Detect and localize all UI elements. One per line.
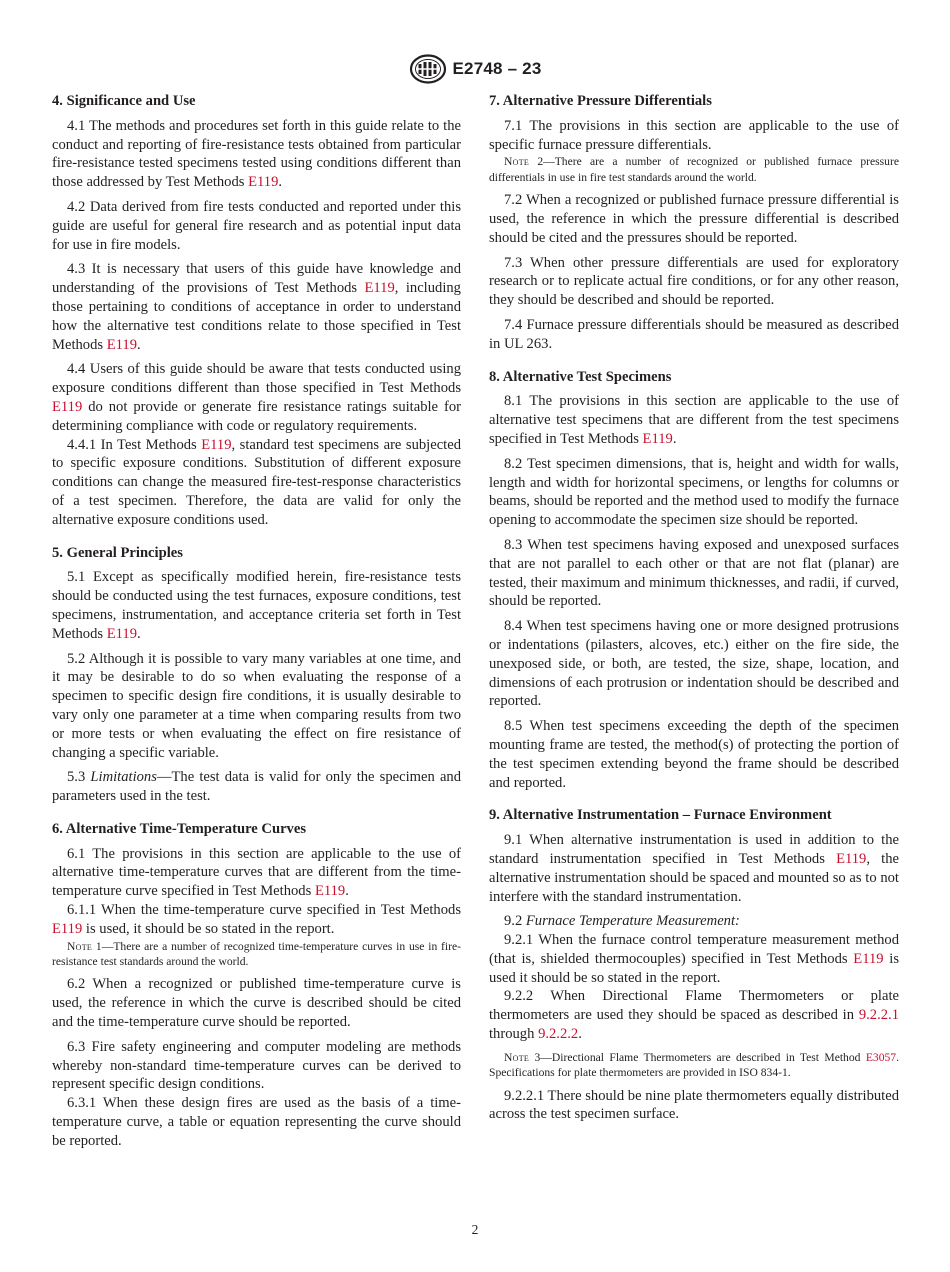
ref-link-9-2-2-2[interactable]: 9.2.2.2 (538, 1026, 579, 1043)
ref-link-e119[interactable]: E119 (642, 430, 673, 447)
paragraph-9-2-2-1: 9.2.2.1 There should be nine plate thermometers equally distributed across the test specimen surface. (489, 1087, 899, 1123)
paragraph-7-1: 7.1 The provisions in this section are applicable to the use of specific furnace pressure differentials. (489, 117, 899, 153)
ref-link-e119[interactable]: E119 (364, 280, 395, 297)
ref-link-e119[interactable]: E119 (106, 625, 137, 642)
paragraph-6-3: 6.3 Fire safety engineering and computer modeling are methods whereby non-standard time-temperature curves can be derived to represent specific design conditions. (52, 1038, 461, 1093)
paragraph-8-3: 8.3 When test specimens having exposed and unexposed surfaces that are not parallel to each other or that are not flat (planar) are tested, their maximum and minimum thicknesses, and radii, if curved, should be reported. (489, 536, 899, 610)
paragraph-4-3: 4.3 It is necessary that users of this guide have knowledge and understanding of the provisions of Test Methods E119, including those pertaining to conditions of acceptance in order to understand how the alternative test conditions relate to those specified in Test Methods E119. (52, 261, 461, 353)
paragraph-5-1: 5.1 Except as specifically modified herein, fire-resistance tests should be conducted using the test furnaces, exposure conditions, test specimens, instrumentation, and acceptance criteria set forth in Test Methods E119. (52, 569, 461, 642)
paragraph-8-4: 8.4 When test specimens having one or more designed protrusions or indentations (pilasters, alcoves, etc.) either on the fire side, the unexposed side, or both, are tested, the size, shape, location, and dimensions of each protrusion or indentation should be described and reported. (489, 618, 899, 710)
paragraph-5-2: 5.2 Although it is possible to vary many variables at one time, and it may be desirable to do so when evaluating the response of a specimen to specific design fire conditions, it is usually desirable to vary only one parameter at a time when comparing results from two or more tests or when evaluating the effect on fire resistance of changing a specific variable. (52, 650, 461, 761)
section-heading-5: 5. General Principles (52, 544, 183, 561)
paragraph-4-1: 4.1 The methods and procedures set forth in this guide relate to the conduct and reporting of fire-resistance tests obtained from particular fire-resistance tested specimens tested using conditions different than those addressed by Test Methods E119. (52, 117, 461, 191)
astm-logo-icon (409, 54, 447, 84)
ref-link-e119[interactable]: E119 (836, 850, 867, 867)
paragraph-6-2: 6.2 When a recognized or published time-temperature curve is used, the reference in which the curve is described should be cited and the time-temperature curve should be reported. (52, 976, 461, 1031)
section-heading-4: 4. Significance and Use (52, 93, 196, 109)
paragraph-6-3-1: 6.3.1 When these design fires are used as the basis of a time-temperature curve, a table or equation representing the curve should be reported. (52, 1095, 461, 1149)
paragraph-7-4: 7.4 Furnace pressure differentials should be measured as described in UL 263. (489, 316, 899, 352)
paragraph-8-2: 8.2 Test specimen dimensions, that is, height and width for walls, length and width for horizontal specimens, or lengths for columns or beams, should be reported and the method used to modify the furnace opening to accommodate the specimen size should be reported. (489, 455, 899, 529)
paragraph-6-1-1: 6.1.1 When the time-temperature curve specified in Test Methods E119 is used, it should be so stated in the report. (52, 902, 461, 937)
paragraph-4-4-1: 4.4.1 In Test Methods E119, standard test specimens are subjected to specific exposure conditions. Substitution of different exposure conditions can change the measured fire-test-response characteristics of a test specimen. Therefore, the data are valid for only the alternative exposure conditions used. (52, 436, 462, 528)
note-3: Note 3—Directional Flame Thermometers are described in Test Method E3057. Specifications for plate thermometers are provided in ISO 834-1. (489, 1050, 899, 1080)
section-heading-6: 6. Alternative Time-Temperature Curves (52, 820, 306, 837)
ref-link-e119[interactable]: E119 (853, 950, 884, 967)
paragraph-6-1: 6.1 The provisions in this section are applicable to the use of alternative time-temperature curves that are different from the time-temperature curve specified in Test Methods E119. (52, 845, 461, 900)
paragraph-9-1: 9.1 When alternative instrumentation is used in addition to the standard instrumentation specified in Test Methods E119, the alternative instrumentation should be spaced and mounted so as to not interfere with the standard instrumentation. (489, 832, 899, 905)
note-2: Note 2—There are a number of recognized or published furnace pressure differentials in use in fire test standards around the world. (489, 155, 899, 184)
ref-link-9-2-2-1[interactable]: 9.2.2.1 (858, 1007, 899, 1024)
paragraph-8-5: 8.5 When test specimens exceeding the depth of the specimen mounting frame are tested, the method(s) of protecting the portion of the test specimen extending beyond the frame should be described and reported. (489, 718, 899, 791)
paragraph-4-4: 4.4 Users of this guide should be aware that tests conducted using exposure conditions different than those specified in Test Methods E119 do not provide or generate fire resistance ratings suitable for determining compliance with code or regulatory requirements. (52, 361, 461, 434)
paragraph-7-2: 7.2 When a recognized or published furnace pressure differential is used, the reference in which the pressure differential is described should be cited and the pressures should be reported. (489, 192, 899, 246)
page-number: 2 (471, 1222, 479, 1237)
paragraph-5-3: 5.3 Limitations—The test data is valid for only the specimen and parameters used in the test. (52, 769, 462, 805)
ref-link-e119[interactable]: E119 (248, 174, 279, 191)
paragraph-9-2-2: 9.2.2 When Directional Flame Thermometers or plate thermometers are used they should be spaced as described in 9.2.2.1 through 9.2.2.2. (489, 988, 899, 1043)
note-1: Note 1—There are a number of recognized time-temperature curves in use in fire-resistance test standards around the world. (52, 939, 461, 969)
paragraph-9-2-1: 9.2.1 When the furnace control temperature measurement method (that is, shielded thermocouples) specified in Test Methods E119 is used it should be so stated in the report. (489, 932, 900, 986)
ref-link-e119[interactable]: E119 (314, 883, 346, 900)
standard-designation: E2748 – 23 (452, 59, 542, 78)
section-heading-8: 8. Alternative Test Specimens (489, 368, 672, 385)
paragraph-8-1: 8.1 The provisions in this section are applicable to the use of alternative test specimens that are different from the test specimens specified in Test Methods E119. (489, 393, 899, 447)
right-column (489, 92, 899, 1124)
ref-link-e119[interactable]: E119 (52, 920, 83, 937)
ref-link-e119[interactable]: E119 (106, 336, 137, 353)
section-heading-7: 7. Alternative Pressure Differentials (489, 93, 712, 109)
paragraph-7-3: 7.3 When other pressure differentials are used for exploratory research or to replicate actual fire conditions, or for any other reason, they should be described and should be reported. (489, 254, 899, 309)
paragraph-9-2: 9.2 Furnace Temperature Measurement: (504, 913, 740, 930)
ref-link-e119[interactable]: E119 (201, 436, 232, 453)
page-header (0, 54, 950, 84)
section-heading-9: 9. Alternative Instrumentation – Furnace Environment (489, 807, 832, 824)
ref-link-e119[interactable]: E119 (52, 398, 83, 415)
paragraph-4-2: 4.2 Data derived from fire tests conducted and reported under this guide are useful for general fire research and as potential input data for use in fire models. (52, 198, 461, 253)
left-column (52, 92, 461, 1151)
ref-link-e3057[interactable]: E3057 (865, 1050, 897, 1064)
